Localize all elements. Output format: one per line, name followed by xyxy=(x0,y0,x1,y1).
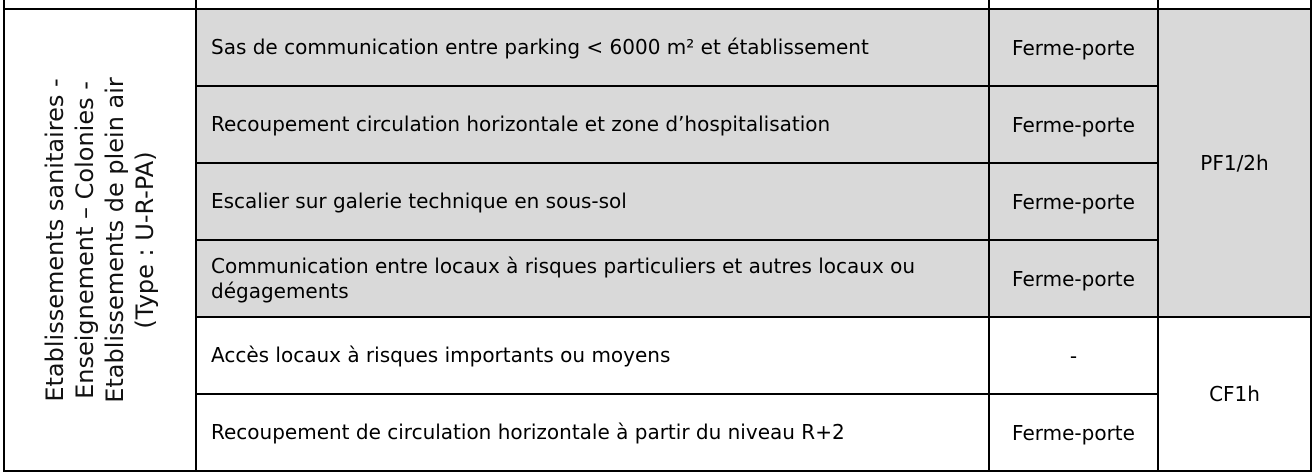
fire-door-table xyxy=(3,0,1312,472)
category-cell xyxy=(4,9,196,471)
equipment-cell: Ferme-porte xyxy=(989,9,1158,86)
class-cell-pf: PF1/2h xyxy=(1158,9,1311,317)
edge-cell xyxy=(4,0,196,9)
table-row xyxy=(4,86,1311,163)
description-cell: Accès locaux à risques importants ou moyens xyxy=(196,317,989,394)
equipment-cell: Ferme-porte xyxy=(989,394,1158,471)
table-row xyxy=(4,240,1311,317)
category-label xyxy=(40,20,160,460)
description-cell: Escalier sur galerie technique en sous-sol xyxy=(196,163,989,240)
edge-cell xyxy=(1158,0,1311,9)
equipment-cell: Ferme-porte xyxy=(989,163,1158,240)
previous-table-row-edge xyxy=(4,0,1311,9)
category-line: (Type : U-R-PA) xyxy=(131,151,159,329)
category-line: Enseignement – Colonies - xyxy=(71,81,99,399)
category-line: Etablissements de plein air xyxy=(101,77,129,403)
description-cell: Sas de communication entre parking < 6000 m² et établissement xyxy=(196,9,989,86)
table-row xyxy=(4,163,1311,240)
table-row xyxy=(4,9,1311,86)
equipment-cell: - xyxy=(989,317,1158,394)
class-cell-cf: CF1h xyxy=(1158,317,1311,471)
category-line: Etablissements sanitaires - xyxy=(41,78,69,402)
equipment-cell: Ferme-porte xyxy=(989,86,1158,163)
edge-cell xyxy=(989,0,1158,9)
description-cell: Recoupement circulation horizontale et zone d’hospitalisation xyxy=(196,86,989,163)
table-row xyxy=(4,317,1311,394)
description-cell: Communication entre locaux à risques particuliers et autres locaux ou dégagements xyxy=(196,240,989,317)
edge-cell xyxy=(196,0,989,9)
equipment-cell: Ferme-porte xyxy=(989,240,1158,317)
table-row xyxy=(4,394,1311,471)
description-cell: Recoupement de circulation horizontale à partir du niveau R+2 xyxy=(196,394,989,471)
